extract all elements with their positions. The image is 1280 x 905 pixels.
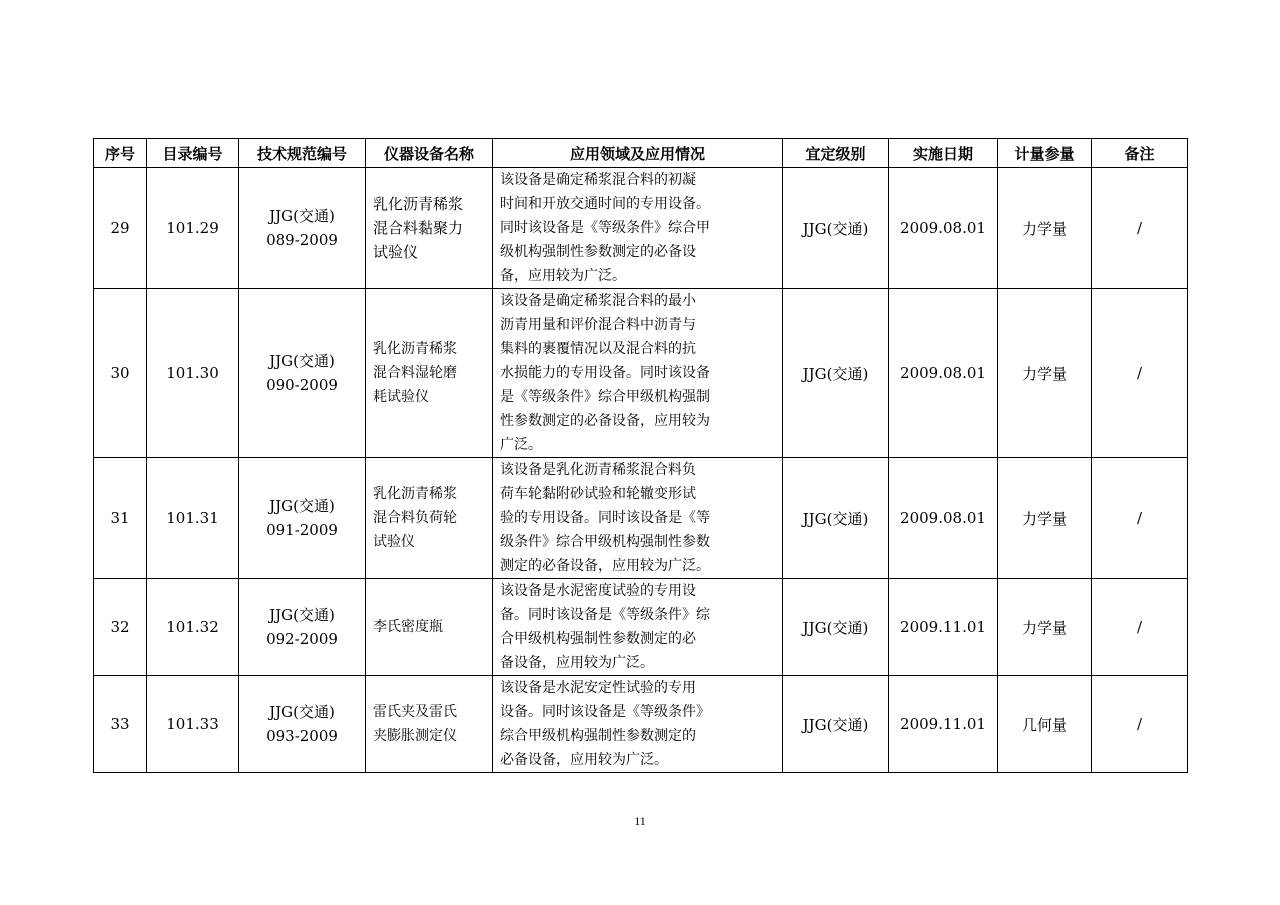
cell-catalog: 101.31 [147, 458, 239, 579]
cell-param: 力学量 [998, 579, 1092, 676]
header-application: 应用领域及应用情况 [493, 139, 783, 168]
cell-level: JJG(交通) [783, 676, 889, 773]
cell-code: JJG(交通) 089-2009 [239, 168, 366, 289]
header-seq: 序号 [94, 139, 147, 168]
table-row [94, 676, 1188, 773]
cell-name: 雷氏夹及雷氏 夹膨胀测定仪 [366, 676, 493, 773]
cell-date: 2009.11.01 [889, 579, 998, 676]
cell-level: JJG(交通) [783, 289, 889, 458]
cell-param: 力学量 [998, 289, 1092, 458]
cell-note: / [1092, 458, 1188, 579]
cell-seq: 33 [94, 676, 147, 773]
table-row [94, 289, 1188, 458]
cell-level: JJG(交通) [783, 458, 889, 579]
cell-application: 该设备是确定稀浆混合料的初凝 时间和开放交通时间的专用设备。 同时该设备是《等级条件》综合甲 级机构强制性参数测定的必备设 备，应用较为广泛。 [493, 168, 783, 289]
cell-application: 该设备是水泥密度试验的专用设 备。同时该设备是《等级条件》综 合甲级机构强制性参数测定的必 备设备，应用较为广泛。 [493, 579, 783, 676]
cell-level: JJG(交通) [783, 579, 889, 676]
cell-name: 乳化沥青稀浆 混合料负荷轮 试验仪 [366, 458, 493, 579]
header-catalog: 目录编号 [147, 139, 239, 168]
cell-date: 2009.11.01 [889, 676, 998, 773]
cell-code: JJG(交通) 092-2009 [239, 579, 366, 676]
table-row [94, 168, 1188, 289]
cell-seq: 32 [94, 579, 147, 676]
table-row [94, 579, 1188, 676]
header-name: 仪器设备名称 [366, 139, 493, 168]
table-header-row [94, 139, 1188, 168]
header-level: 宜定级别 [783, 139, 889, 168]
cell-date: 2009.08.01 [889, 458, 998, 579]
cell-seq: 31 [94, 458, 147, 579]
cell-param: 力学量 [998, 458, 1092, 579]
cell-seq: 29 [94, 168, 147, 289]
header-param: 计量参量 [998, 139, 1092, 168]
cell-note: / [1092, 579, 1188, 676]
cell-catalog: 101.32 [147, 579, 239, 676]
cell-param: 几何量 [998, 676, 1092, 773]
cell-application: 该设备是水泥安定性试验的专用 设备。同时该设备是《等级条件》 综合甲级机构强制性参数测定的 必备设备，应用较为广泛。 [493, 676, 783, 773]
cell-date: 2009.08.01 [889, 289, 998, 458]
cell-level: JJG(交通) [783, 168, 889, 289]
cell-code: JJG(交通) 091-2009 [239, 458, 366, 579]
cell-name: 李氏密度瓶 [366, 579, 493, 676]
cell-date: 2009.08.01 [889, 168, 998, 289]
header-date: 实施日期 [889, 139, 998, 168]
cell-application: 该设备是确定稀浆混合料的最小 沥青用量和评价混合料中沥青与 集料的裹覆情况以及混合料的抗 水损能力的专用设备。同时该设备 是《等级条件》综合甲级机构强制 性参数测定的必备设备，应用较为 广泛。 [493, 289, 783, 458]
cell-note: / [1092, 289, 1188, 458]
cell-note: / [1092, 168, 1188, 289]
cell-catalog: 101.29 [147, 168, 239, 289]
cell-param: 力学量 [998, 168, 1092, 289]
cell-catalog: 101.30 [147, 289, 239, 458]
header-code: 技术规范编号 [239, 139, 366, 168]
cell-code: JJG(交通) 090-2009 [239, 289, 366, 458]
cell-name: 乳化沥青稀浆 混合料黏聚力 试验仪 [366, 168, 493, 289]
cell-code: JJG(交通) 093-2009 [239, 676, 366, 773]
cell-application: 该设备是乳化沥青稀浆混合料负 荷车轮黏附砂试验和轮辙变形试 验的专用设备。同时该设备是《等 级条件》综合甲级机构强制性参数 测定的必备设备，应用较为广泛。 [493, 458, 783, 579]
spec-table [93, 138, 1188, 773]
cell-seq: 30 [94, 289, 147, 458]
page-number: 11 [634, 814, 646, 828]
cell-note: / [1092, 676, 1188, 773]
cell-name: 乳化沥青稀浆 混合料湿轮磨 耗试验仪 [366, 289, 493, 458]
cell-catalog: 101.33 [147, 676, 239, 773]
header-note: 备注 [1092, 139, 1188, 168]
table-row [94, 458, 1188, 579]
